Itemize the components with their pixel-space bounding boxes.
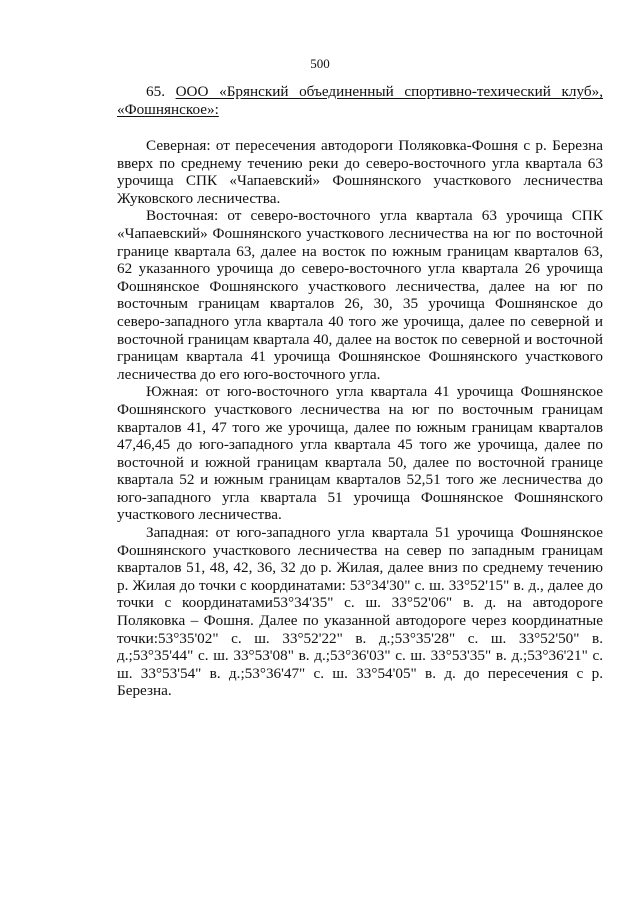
paragraph-south: Южная: от юго-восточного угла квартала 41 урочища Фошнянское Фошнянского участкового лесничества на юг по восточным границам кварталов 41, 47 того же урочища, далее по южным границам кварталов 47,46,45 до юго-западного угла квартала 45 того же урочища, далее по восточной и южной границам квартала 50, далее по восточной границе квартала 52 и южным границам кварталов 52,51 того же лесничества до юго-западного угла квартала 51 урочища Фошнянское Фошнянского участкового лесничества.: [117, 383, 603, 524]
section-title: ООО «Брянский объединенный спортивно-техический клуб», «Фошнянское»:: [117, 83, 604, 118]
paragraph-east: Восточная: от северо-восточного угла квартала 63 урочища СПК «Чапаевский» Фошнянского участкового лесничества на юг по восточной границе квартала 63, далее на восток по южным границам кварталов 63, 62 указанного урочища до северо-восточного угла квартала 26 урочища Фошнянское Фошнянского участкового лесничества, далее на юг по восточным границам кварталов 26, 30, 35 урочища Фошнянское до северо-западного угла квартала 40 того же урочища, далее по северной и восточной границам квартала 40, далее на восток по северной и восточной границам квартала 41 урочища Фошнянское Фошнянского участкового лесничества до его юго-восточного угла.: [117, 207, 603, 383]
paragraph-north: Северная: от пересечения автодороги Поляковка-Фошня с р. Березна вверх по среднему течению реки до северо-восточного угла квартала 63 урочища СПК «Чапаевский» Фошнянского участкового лесничества Жуковского лесничества.: [117, 137, 603, 207]
paragraph-west: Западная: от юго-западного угла квартала 51 урочища Фошнянское Фошнянского участкового лесничества на север по западным границам кварталов 51, 48, 42, 36, 32 до р. Жилая, далее вниз по среднему течению р. Жилая до точки с координатами: 53°34'30" с. ш. 33°52'15" в. д., далее до точки с координатами53°34'35" с. ш. 33°52'06" в. д. на автодороге Поляковка – Фошня. Далее по указанной автодороге через координатные точки:53°35'02" с. ш. 33°52'22" в. д.;53°35'28" с. ш. 33°52'50" в. д.;53°35'44" с. ш. 33°53'08" в. д.;53°36'03" с. ш. 33°53'35" в. д.;53°36'21" с. ш. 33°53'54" в. д.;53°36'47" с. ш. 33°54'05" в. д. до пересечения с р. Березна.: [117, 524, 603, 700]
section-heading: [117, 83, 603, 118]
document-body: [117, 137, 603, 700]
page-number: 500: [310, 56, 330, 71]
section-number: 65.: [146, 83, 176, 100]
